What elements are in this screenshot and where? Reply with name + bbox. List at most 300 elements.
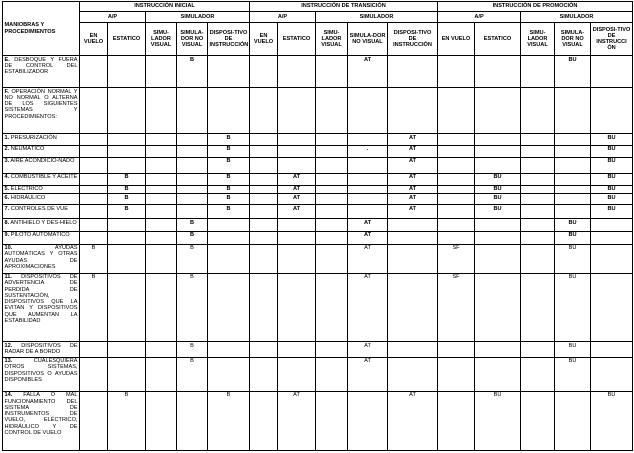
rating-cell	[316, 145, 348, 157]
rating-cell: BU	[475, 185, 521, 194]
rating-cell: AT	[278, 391, 316, 450]
rating-cell	[521, 194, 555, 205]
rating-cell	[521, 342, 555, 358]
rating-cell	[177, 205, 208, 219]
rating-cell	[146, 342, 177, 358]
rating-cell	[388, 357, 438, 391]
rating-cell: B	[108, 194, 146, 205]
rating-cell	[316, 185, 348, 194]
maneuver-label	[3, 219, 80, 232]
rating-cell	[250, 205, 278, 219]
rating-cell: BU	[475, 391, 521, 450]
table-row	[3, 185, 633, 194]
rating-cell	[146, 173, 177, 185]
rating-cell: BU	[555, 244, 591, 273]
rating-cell	[108, 56, 146, 88]
rating-cell: B	[208, 134, 250, 146]
maneuver-text: DISPOSITIVOS DE RADAR DE A BORDO	[4, 342, 78, 355]
maneuver-number: E.	[4, 56, 10, 63]
rating-cell: B	[208, 185, 250, 194]
rating-cell: AT	[348, 273, 388, 342]
rating-cell	[250, 244, 278, 273]
table-row	[3, 157, 633, 173]
rating-cell	[348, 391, 388, 450]
group-header-promocion: INSTRUCCIÓN DE PROMOCIÓN	[438, 2, 633, 12]
rating-cell	[177, 391, 208, 450]
rating-cell: B	[208, 157, 250, 173]
rating-cell: BU	[555, 56, 591, 88]
rating-cell	[316, 391, 348, 450]
table-row	[3, 88, 633, 134]
rating-cell: BU	[555, 219, 591, 232]
rating-cell: B	[208, 145, 250, 157]
rating-cell	[475, 219, 521, 232]
maneuver-number: 13.	[4, 358, 13, 365]
rating-cell	[521, 134, 555, 146]
rating-cell: B	[208, 173, 250, 185]
table-row	[3, 357, 633, 391]
rating-cell	[521, 205, 555, 219]
table-row	[3, 342, 633, 358]
maneuver-label	[3, 273, 80, 342]
rating-cell: BU	[591, 173, 633, 185]
maneuver-text: ANTIHIELO Y DES-HIELO	[10, 219, 77, 226]
rating-cell	[316, 244, 348, 273]
rating-cell	[388, 273, 438, 342]
table-row	[3, 173, 633, 185]
maneuver-number: 8.	[4, 219, 10, 226]
rating-cell	[388, 56, 438, 88]
rating-cell	[278, 273, 316, 342]
rating-cell	[438, 173, 475, 185]
rating-cell: BU	[591, 185, 633, 194]
maneuver-label	[3, 185, 80, 194]
rating-cell	[250, 134, 278, 146]
rating-cell	[177, 173, 208, 185]
rating-cell: SF	[438, 273, 475, 342]
maneuver-number: 5.	[4, 186, 10, 193]
rating-cell: AT	[388, 173, 438, 185]
rating-cell: B	[108, 185, 146, 194]
maneuver-number: 12.	[4, 342, 13, 349]
rating-cell	[555, 157, 591, 173]
rating-cell	[348, 205, 388, 219]
col-header-simulador-visual: SIMU-LADOR VISUAL	[146, 23, 177, 56]
col-header-estatico: ESTATICO	[278, 23, 316, 56]
maneuver-text: ELÉCTRICO	[10, 186, 43, 193]
rating-cell: AT	[348, 231, 388, 244]
rating-cell	[208, 219, 250, 232]
rating-cell	[438, 342, 475, 358]
rating-cell	[108, 231, 146, 244]
maneuver-label	[3, 157, 80, 173]
rating-cell	[475, 145, 521, 157]
rating-cell	[177, 157, 208, 173]
maneuver-number: 7.	[4, 205, 10, 212]
rating-cell	[250, 357, 278, 391]
rating-cell: B	[80, 273, 108, 342]
col-header-dispositivo: DISPOSI-TIVO DE INSTRUCCIÓN	[388, 23, 438, 56]
rating-cell	[555, 173, 591, 185]
maneuver-label	[3, 134, 80, 146]
rating-cell	[591, 56, 633, 88]
rating-cell	[278, 244, 316, 273]
rating-cell	[438, 157, 475, 173]
rating-cell: AT	[278, 185, 316, 194]
rating-cell	[177, 145, 208, 157]
rating-cell: BU	[591, 134, 633, 146]
maneuver-text: OPERACIÓN NORMAL Y NO NORMAL O ALTERNA DE LOS SIGUIENTES SISTEMAS Y PROCEDIMIENTOS:	[4, 88, 78, 120]
rating-cell	[475, 56, 521, 88]
rating-cell	[80, 56, 108, 88]
rating-cell	[250, 194, 278, 205]
rating-cell: AT	[388, 194, 438, 205]
rating-cell	[591, 342, 633, 358]
rating-cell	[316, 357, 348, 391]
rating-cell	[146, 273, 177, 342]
rating-cell	[278, 145, 316, 157]
rating-cell	[438, 185, 475, 194]
rating-cell	[278, 134, 316, 146]
rating-cell	[316, 56, 348, 88]
rating-cell	[591, 231, 633, 244]
rating-cell	[475, 342, 521, 358]
table-row	[3, 56, 633, 88]
rating-cell	[80, 391, 108, 450]
rating-cell	[316, 173, 348, 185]
maneuver-label	[3, 342, 80, 358]
rating-cell	[591, 273, 633, 342]
maneuver-text: CUALESQUIERA OTROS SISTEMAS, DISPOSITIVOS O AYUDAS DISPONIBLES	[4, 358, 78, 383]
rating-cell	[521, 88, 555, 134]
rating-cell	[208, 56, 250, 88]
rating-cell	[146, 56, 177, 88]
rating-cell: B	[208, 194, 250, 205]
maneuver-text: FALLA O MAL FUNCIONAMIENTO DEL SISTEMA DE INSTRUMENTOS DE VUELO, ELÉCTRICO, HIDRÁULICO Y DE CONTROL DE VUELO	[4, 392, 78, 436]
rating-cell: AT	[388, 145, 438, 157]
rating-cell: B	[108, 391, 146, 450]
rating-cell	[438, 219, 475, 232]
rating-cell: B	[177, 342, 208, 358]
rating-cell	[591, 244, 633, 273]
rating-cell	[591, 357, 633, 391]
rating-cell	[80, 205, 108, 219]
rating-cell	[348, 173, 388, 185]
rating-cell	[348, 194, 388, 205]
rating-cell	[250, 391, 278, 450]
rating-cell	[521, 219, 555, 232]
rating-cell: BU	[475, 194, 521, 205]
rating-cell	[555, 391, 591, 450]
rating-cell	[278, 219, 316, 232]
maneuver-number: 10.	[4, 245, 13, 252]
rating-cell	[177, 88, 208, 134]
maneuver-text: HIDRÁULICO	[10, 194, 46, 201]
rating-cell	[80, 185, 108, 194]
rating-cell: BU	[591, 391, 633, 450]
maneuver-text: CONTROLES DE VUE	[10, 205, 68, 212]
rating-cell: AT	[278, 194, 316, 205]
rating-cell: B	[177, 219, 208, 232]
rating-cell	[108, 145, 146, 157]
rating-cell	[80, 134, 108, 146]
rating-cell: AT	[348, 56, 388, 88]
rating-cell	[475, 231, 521, 244]
rating-cell: BU	[555, 342, 591, 358]
rating-cell: BU	[555, 273, 591, 342]
maneuver-label	[3, 194, 80, 205]
rating-cell	[388, 342, 438, 358]
rating-cell	[146, 244, 177, 273]
rating-cell: AT	[388, 157, 438, 173]
rating-cell	[475, 157, 521, 173]
rating-cell	[438, 134, 475, 146]
col-header-en-vuelo: EN VUELO	[438, 23, 475, 56]
rating-cell: AT	[348, 219, 388, 232]
rating-cell: BU	[591, 157, 633, 173]
group-header-inicial: INSTRUCCIÓN INICIAL	[80, 2, 250, 12]
rating-cell: B	[177, 357, 208, 391]
rating-cell	[146, 194, 177, 205]
rating-cell	[208, 244, 250, 273]
group-header-transicion: INSTRUCCIÓN DE TRANSICIÓN	[250, 2, 438, 12]
col-header-simulador-no-visual: SIMULA-DOR NO VISUAL	[348, 23, 388, 56]
maneuver-label	[3, 357, 80, 391]
rating-cell	[278, 231, 316, 244]
maneuver-text: PRESURIZACIÓN	[10, 134, 57, 141]
rating-cell	[438, 145, 475, 157]
rating-cell	[388, 244, 438, 273]
rating-cell	[80, 157, 108, 173]
rating-cell	[521, 185, 555, 194]
maneuver-text: DESBOQUE Y FUERA DE CONTROL DEL ESTABILIZADOR	[4, 56, 78, 75]
rating-cell	[80, 173, 108, 185]
maneuvers-table	[2, 1, 633, 451]
rating-cell	[278, 157, 316, 173]
maneuver-number: F.	[4, 88, 9, 95]
maneuver-number: 3.	[4, 158, 10, 165]
rating-cell	[146, 88, 177, 134]
table-row	[3, 194, 633, 205]
rating-cell	[316, 88, 348, 134]
table-row	[3, 134, 633, 146]
rating-cell	[521, 231, 555, 244]
rating-cell	[521, 244, 555, 273]
rating-cell	[555, 185, 591, 194]
rating-cell	[591, 219, 633, 232]
rating-cell: AT	[348, 342, 388, 358]
table-row	[3, 205, 633, 219]
rating-cell: B	[108, 173, 146, 185]
rating-cell	[146, 357, 177, 391]
table-row	[3, 219, 633, 232]
rating-cell	[555, 88, 591, 134]
maneuver-label	[3, 244, 80, 273]
rating-cell	[108, 134, 146, 146]
rating-cell	[438, 56, 475, 88]
table-row	[3, 231, 633, 244]
rating-cell	[348, 134, 388, 146]
col-header-simulador-visual: SIMU-LADOR VISUAL	[316, 23, 348, 56]
table-body	[3, 56, 633, 451]
rating-cell	[475, 273, 521, 342]
rating-cell	[208, 357, 250, 391]
rating-cell	[521, 56, 555, 88]
rating-cell	[521, 145, 555, 157]
rating-cell: B	[208, 391, 250, 450]
rating-cell	[80, 231, 108, 244]
rating-cell: AT	[388, 134, 438, 146]
rating-cell	[316, 134, 348, 146]
rating-cell: B	[177, 56, 208, 88]
rating-cell: AT	[388, 391, 438, 450]
col-header-en-vuelo: EN VUELO	[250, 23, 278, 56]
subgroup-header-ap: A/P	[80, 12, 146, 23]
rating-cell	[250, 185, 278, 194]
rating-cell	[146, 185, 177, 194]
rating-cell	[80, 342, 108, 358]
rating-cell: BU	[555, 231, 591, 244]
rating-cell	[521, 157, 555, 173]
maneuver-label	[3, 88, 80, 134]
maneuver-number: 9.	[4, 232, 10, 239]
rating-cell	[250, 56, 278, 88]
rating-cell	[108, 157, 146, 173]
rating-cell	[108, 244, 146, 273]
rating-cell	[521, 391, 555, 450]
rating-cell	[388, 231, 438, 244]
rating-cell: B	[177, 273, 208, 342]
maneuver-text: AYUDAS AUTOMÁTICAS Y OTRAS AYUDAS DE APROXIMACIONES	[4, 245, 78, 270]
rating-cell: AT	[348, 244, 388, 273]
maneuver-label	[3, 56, 80, 88]
rating-cell	[555, 194, 591, 205]
rating-cell	[146, 157, 177, 173]
maneuver-label	[3, 145, 80, 157]
rating-cell	[316, 273, 348, 342]
subgroup-header-ap: A/P	[438, 12, 521, 23]
maneuver-text: COMBUSTIBLE Y ACEITE	[10, 174, 78, 181]
rating-cell	[438, 88, 475, 134]
rating-cell	[438, 205, 475, 219]
rating-cell: BU	[475, 205, 521, 219]
rating-cell	[555, 205, 591, 219]
rating-cell	[316, 219, 348, 232]
rating-cell	[316, 205, 348, 219]
rating-cell: AT	[388, 205, 438, 219]
rating-cell	[388, 88, 438, 134]
rating-cell: B	[208, 205, 250, 219]
subgroup-header-simulador: SIMULADOR	[316, 12, 438, 23]
rating-cell	[208, 273, 250, 342]
rating-cell	[316, 157, 348, 173]
rating-cell	[316, 194, 348, 205]
col-header-dispositivo: DISPOSI-TIVO DE INSTRUCCIÓN	[208, 23, 250, 56]
col-header-simulador-no-visual: SIMULA-DOR NO VISUAL	[177, 23, 208, 56]
rating-cell	[521, 357, 555, 391]
maneuver-label	[3, 391, 80, 450]
rating-cell	[316, 231, 348, 244]
rating-cell	[250, 173, 278, 185]
table-row	[3, 145, 633, 157]
rating-cell	[177, 185, 208, 194]
rating-cell	[475, 134, 521, 146]
maneuver-text: AIRE ACONDICIO-NADO	[10, 158, 75, 165]
rating-cell	[146, 391, 177, 450]
rating-cell: BU	[555, 357, 591, 391]
maneuver-number: 6.	[4, 194, 10, 201]
rating-cell: B	[177, 231, 208, 244]
table-row	[3, 391, 633, 450]
maneuver-number: 1.	[4, 134, 10, 141]
rating-cell	[250, 219, 278, 232]
rating-cell	[80, 145, 108, 157]
rating-cell	[208, 88, 250, 134]
rating-cell	[591, 88, 633, 134]
subgroup-header-ap: A/P	[250, 12, 316, 23]
col-header-estatico: ESTATICO	[475, 23, 521, 56]
rating-cell	[108, 357, 146, 391]
rating-cell: SF	[438, 244, 475, 273]
rating-cell	[348, 157, 388, 173]
col-header-simulador-no-visual: SIMULA-DOR NO VISUAL	[555, 23, 591, 56]
rating-cell	[146, 145, 177, 157]
maneuver-label	[3, 231, 80, 244]
maneuver-number: 2.	[4, 146, 10, 153]
rating-cell	[177, 134, 208, 146]
table-row	[3, 273, 633, 342]
rating-cell	[521, 173, 555, 185]
subgroup-header-simulador: SIMULADOR	[521, 12, 633, 23]
rating-cell: AT	[348, 357, 388, 391]
rating-cell: .	[348, 145, 388, 157]
rating-cell	[348, 185, 388, 194]
rating-cell	[80, 194, 108, 205]
rating-cell	[438, 231, 475, 244]
table-row	[3, 244, 633, 273]
rating-cell	[278, 56, 316, 88]
col-header-en-vuelo: EN VUELO	[80, 23, 108, 56]
rating-cell	[388, 219, 438, 232]
rating-cell	[108, 219, 146, 232]
rating-cell	[555, 134, 591, 146]
rating-cell	[250, 145, 278, 157]
rating-cell	[250, 88, 278, 134]
rating-cell: BU	[591, 205, 633, 219]
rating-cell	[438, 357, 475, 391]
col-header-dispositivo: DISPOSI-TIVO DE INSTRUCCI ÓN	[591, 23, 633, 56]
rating-cell	[348, 88, 388, 134]
rating-cell: BU	[591, 194, 633, 205]
rating-cell: B	[80, 244, 108, 273]
rating-cell: AT	[278, 205, 316, 219]
maneuver-number: 4.	[4, 174, 10, 181]
rating-cell	[146, 134, 177, 146]
maneuver-text: PILOTO AUTOMÁTICO	[10, 232, 70, 239]
rating-cell	[80, 88, 108, 134]
col-header-simulador-visual: SIMU-LADOR VISUAL	[521, 23, 555, 56]
rating-cell	[146, 219, 177, 232]
rating-cell	[521, 273, 555, 342]
rating-cell	[208, 342, 250, 358]
rating-cell	[250, 231, 278, 244]
maneuver-number: 11.	[4, 274, 12, 281]
maneuver-label	[3, 173, 80, 185]
rating-cell	[555, 145, 591, 157]
rating-cell: BU	[475, 173, 521, 185]
rating-cell	[278, 88, 316, 134]
rating-cell	[80, 219, 108, 232]
